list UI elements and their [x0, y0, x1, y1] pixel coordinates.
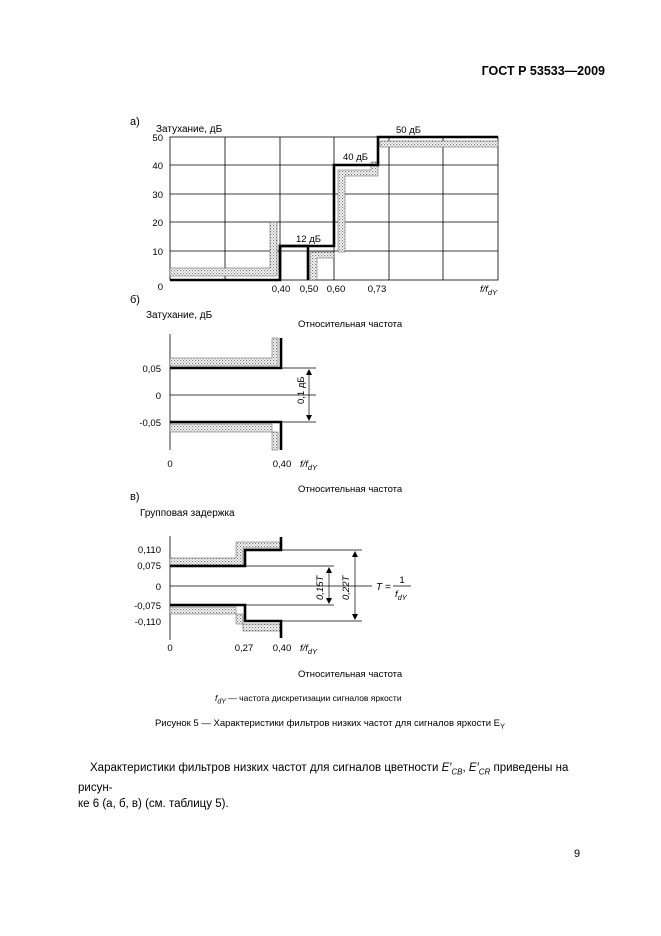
fig-c-ytick: -0,075 [134, 601, 161, 612]
figure-caption: Рисунок 5 — Характеристики фильтров низких частот для сигналов яркости $E_Y$ [154, 718, 506, 731]
fig-c-dim1: 0,15T [315, 575, 326, 600]
fig-c-ytick: 0 [155, 582, 161, 593]
fig-c-formula [376, 575, 411, 602]
chart-c [130, 491, 411, 680]
page-number: 9 [574, 848, 581, 860]
fig-c-ylabel: Групповая задержка [140, 508, 235, 519]
fig-a-ytick: 10 [152, 247, 163, 258]
fig-b-hatch-lower [170, 424, 278, 450]
fig-a-ylabel: Затухание, дБ [156, 124, 223, 135]
fig-b-bottom-title: Относительная частота [298, 484, 403, 495]
fig-b-ytick: -0,05 [139, 418, 161, 429]
fig-c-bottom-title: Относительная частота [298, 669, 403, 680]
fig-a-label: а) [130, 116, 140, 128]
fig-c-xlabel: $f/f_{dY}$ [300, 643, 318, 656]
fig-a-hatch-1 [170, 222, 277, 276]
fig-b-ytick: 0 [155, 391, 161, 402]
svg-text:T =: T = [376, 582, 391, 593]
fig-c-ytick: -0,110 [134, 617, 161, 628]
fig-c-hatch-lower [170, 607, 280, 631]
fig-a-ytick: 30 [152, 190, 163, 201]
fig-a-hatch-3 [338, 162, 378, 252]
fig-b-xtick: 0 [167, 459, 173, 470]
fig-b-ytick: 0,05 [142, 364, 161, 375]
fig-a-step-label: 50 дБ [396, 125, 421, 136]
fig-c-dim2: 0,22T [341, 575, 352, 600]
standard-number: ГОСТ Р 53533—2009 [481, 64, 605, 78]
svg-text:1: 1 [399, 575, 405, 586]
fig-a-xtick: 0,73 [367, 284, 387, 295]
body-paragraph: Характеристики фильтров низких частот для сигналов цветности $E'_{CB}$, $E'_{CR}$ приведены на рисун- ке 6 (а, б, в) (см. таблицу 5). [78, 762, 569, 811]
fig-a-hatch-2 [310, 252, 334, 280]
fig-a-xlabel: $f/f_{dY}$ [480, 284, 498, 297]
fig-b-dim-label: 0,1 дБ [296, 376, 307, 404]
fig-a-xtick: 0,60 [326, 284, 346, 295]
fig-c-xtick: 0,40 [272, 643, 292, 654]
fig-c-ytick: 0,110 [137, 545, 161, 556]
fig-b-hatch-upper [170, 338, 278, 366]
chart-a [130, 116, 498, 297]
fig-a-xtick: 0,50 [299, 284, 319, 295]
fig-a-xtick: 0,40 [271, 284, 291, 295]
fig-b-title: Относительная частота [298, 319, 403, 330]
fig-b-xlabel: $f/f_{dY}$ [300, 459, 318, 472]
fig-a-step-label: 40 дБ [343, 152, 368, 163]
fig-a-ytick: 50 [152, 133, 163, 144]
fig-c-xtick: 0 [167, 643, 173, 654]
fig-a-ytick: 0 [157, 282, 163, 293]
fig-c-xtick: 0,27 [234, 643, 254, 654]
fig-a-hatch-4 [380, 141, 498, 147]
fig-b-ylabel: Затухание, дБ [146, 310, 213, 321]
fig-a-step-label: 12 дБ [296, 234, 321, 245]
fig-a-ytick: 40 [152, 161, 163, 172]
fig-c-ytick: 0,075 [137, 561, 161, 572]
chart-b [130, 294, 403, 495]
svg-text:fdY: $f_{dY}$ [395, 589, 407, 602]
fig-a-ytick: 20 [152, 218, 163, 229]
fig-c-hatch-upper [170, 542, 280, 565]
fig-c-label: в) [130, 491, 140, 503]
legend: $f_{dY}$ — частота дискретизации сигналов яркости [215, 693, 402, 706]
fig-b-label: б) [130, 294, 140, 306]
fig-b-xtick: 0,40 [272, 459, 292, 470]
